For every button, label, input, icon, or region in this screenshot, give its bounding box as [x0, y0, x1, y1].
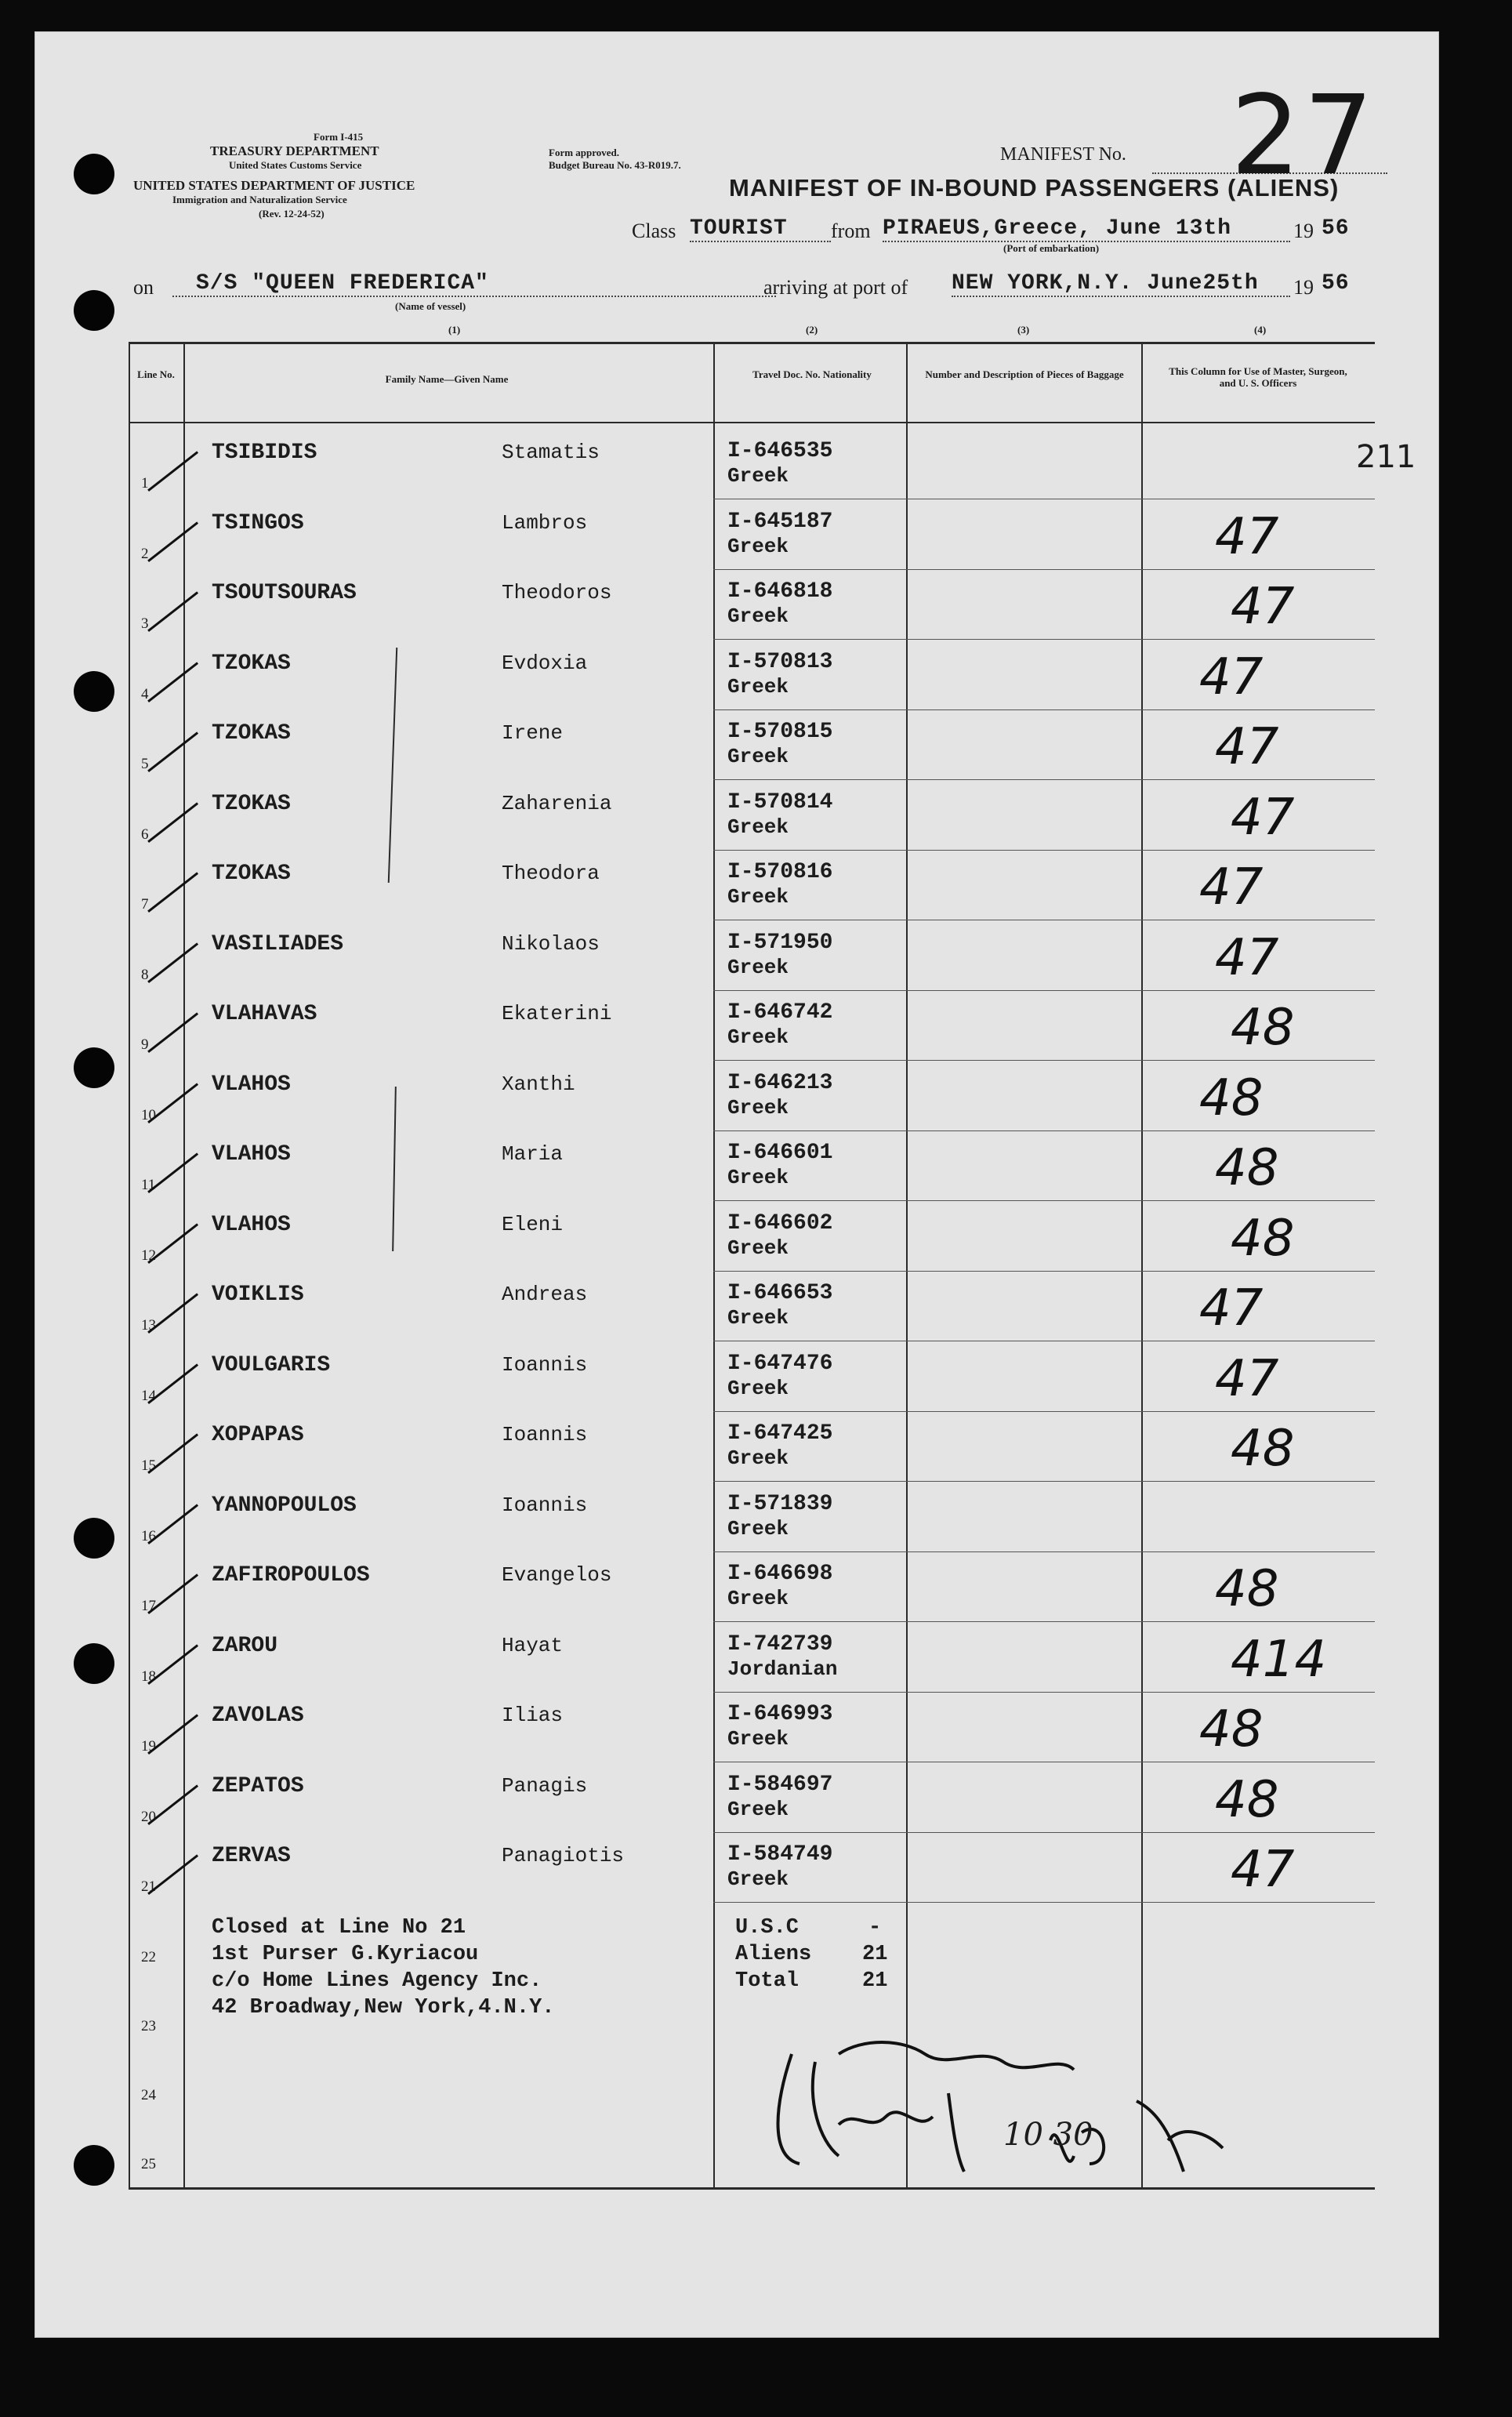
- passenger-given-name: Stamatis: [502, 441, 600, 464]
- row-divider: [713, 1411, 1375, 1412]
- manifest-number: 27: [1231, 72, 1377, 200]
- passenger-nationality: Greek: [727, 534, 789, 558]
- customs-service: United States Customs Service: [229, 159, 362, 171]
- passenger-nationality: Greek: [727, 1236, 789, 1260]
- table-header-border: [129, 422, 1375, 423]
- passenger-travel-doc: I-646535: [727, 439, 833, 463]
- passenger-nationality: Greek: [727, 1516, 789, 1541]
- officer-mark: 47: [1231, 1841, 1295, 1899]
- row-divider: [713, 639, 1375, 640]
- passenger-travel-doc: I-646653: [727, 1281, 833, 1305]
- form-number: Form I-415: [314, 131, 364, 143]
- officer-mark: 48: [1215, 1770, 1279, 1829]
- binder-hole: [74, 2145, 114, 2186]
- officer-mark: 47: [1215, 1349, 1279, 1408]
- passenger-given-name: Ioannis: [502, 1423, 588, 1446]
- binder-hole: [74, 1518, 114, 1559]
- empty-line-number: 22: [141, 1949, 156, 1965]
- passenger-travel-doc: I-647476: [727, 1351, 833, 1376]
- passenger-given-name: Maria: [502, 1142, 564, 1166]
- baggage-header: Number and Description of Pieces of Baggage: [925, 368, 1124, 380]
- arrival-port: NEW YORK,N.Y. June25th: [952, 271, 1290, 297]
- passenger-line-number: 13: [141, 1317, 156, 1334]
- passenger-nationality: Greek: [727, 604, 789, 628]
- officer-mark: 47: [1231, 788, 1295, 847]
- col1-number: (1): [448, 324, 461, 336]
- passenger-travel-doc: I-584697: [727, 1772, 833, 1797]
- passenger-nationality: Greek: [727, 1867, 789, 1891]
- col-divider-baggage: [906, 342, 908, 2189]
- passenger-travel-doc: I-570814: [727, 789, 833, 815]
- passenger-travel-doc: I-570816: [727, 860, 833, 884]
- passenger-line-number: 9: [141, 1036, 149, 1053]
- passenger-nationality: Greek: [727, 1446, 789, 1470]
- binder-hole: [74, 290, 114, 331]
- treasury-dept: TREASURY DEPARTMENT: [210, 143, 379, 158]
- binder-hole: [74, 671, 114, 712]
- passenger-nationality: Greek: [727, 745, 789, 768]
- year-prefix-2: 19: [1293, 276, 1314, 299]
- row-divider: [713, 779, 1375, 780]
- passenger-line-number: 17: [141, 1598, 156, 1614]
- passenger-line-number: 14: [141, 1387, 156, 1404]
- vessel-note: (Name of vessel): [395, 300, 466, 312]
- form-revision: (Rev. 12-24-52): [259, 208, 325, 220]
- row-divider: [713, 1832, 1375, 1833]
- passenger-family-name: ZERVAS: [212, 1844, 291, 1868]
- passenger-line-number: 15: [141, 1457, 156, 1474]
- table-left-border: [129, 342, 130, 2189]
- passenger-family-name: VLAHAVAS: [212, 1002, 317, 1026]
- passenger-family-name: VLAHOS: [212, 1072, 291, 1097]
- officers-header: This Column for Use of Master, Surgeon, and U. S. Officers: [1169, 365, 1347, 389]
- officer-mark: 48: [1215, 1139, 1279, 1197]
- aliens-value: 21: [862, 1943, 888, 1966]
- passenger-family-name: ZEPATOS: [212, 1773, 304, 1798]
- aliens-label: Aliens: [735, 1943, 812, 1966]
- on-label: on: [133, 276, 154, 299]
- col-divider-line: [183, 342, 185, 2189]
- arrival-year: 56: [1322, 271, 1350, 296]
- passenger-line-number: 16: [141, 1527, 156, 1544]
- row-divider: [713, 1902, 1375, 1903]
- passenger-given-name: Ioannis: [502, 1493, 588, 1517]
- row-divider: [713, 1130, 1375, 1131]
- officer-mark: 414: [1231, 1630, 1327, 1689]
- binder-hole: [74, 154, 114, 194]
- row-divider: [713, 1060, 1375, 1061]
- passenger-travel-doc: I-646742: [727, 1000, 833, 1025]
- row-divider: [713, 709, 1375, 710]
- officer-mark: 48: [1199, 1700, 1264, 1758]
- passenger-line-number: 12: [141, 1247, 156, 1264]
- col-divider-officers: [1141, 342, 1143, 2189]
- passenger-travel-doc: I-646602: [727, 1210, 833, 1236]
- passenger-nationality: Greek: [727, 1025, 789, 1049]
- passenger-family-name: TSIBIDIS: [212, 441, 317, 465]
- inspector-signature: [745, 2007, 1278, 2195]
- passenger-given-name: Xanthi: [502, 1072, 575, 1096]
- row-divider: [713, 850, 1375, 851]
- passenger-travel-doc: I-742739: [727, 1631, 833, 1657]
- passenger-nationality: Greek: [727, 674, 789, 699]
- passenger-given-name: Theodoros: [502, 581, 612, 604]
- binder-hole: [74, 1047, 114, 1088]
- passenger-nationality: Greek: [727, 1095, 789, 1120]
- passenger-nationality: Greek: [727, 1727, 789, 1751]
- embark-year: 56: [1322, 216, 1350, 241]
- passenger-nationality: Jordanian: [727, 1657, 838, 1681]
- passenger-family-name: VOIKLIS: [212, 1283, 304, 1307]
- officer-mark: 47: [1215, 507, 1279, 566]
- passenger-travel-doc: I-647425: [727, 1421, 833, 1446]
- closed-at-line: Closed at Line No 21: [212, 1916, 466, 1940]
- empty-line-number: 24: [141, 2087, 156, 2103]
- travel-doc-header: Travel Doc. No. Nationality: [752, 368, 872, 380]
- name-header: Family Name—Given Name: [385, 373, 509, 385]
- signature-time: 10 30: [1003, 2117, 1093, 2153]
- officer-mark: 48: [1215, 1560, 1279, 1618]
- empty-line-number: 23: [141, 2018, 156, 2034]
- passenger-travel-doc: I-646993: [727, 1702, 833, 1726]
- row-divider: [713, 1551, 1375, 1552]
- officer-mark: 48: [1231, 1209, 1295, 1268]
- from-label: from: [831, 220, 871, 242]
- manifest-number-label: MANIFEST No.: [1000, 144, 1126, 165]
- col2-number: (2): [806, 324, 818, 336]
- passenger-line-number: 20: [141, 1808, 156, 1825]
- justice-dept: UNITED STATES DEPARTMENT OF JUSTICE: [133, 178, 415, 193]
- class-label: Class: [632, 220, 676, 242]
- row-divider: [713, 569, 1375, 570]
- passenger-family-name: ZAVOLAS: [212, 1704, 304, 1728]
- passenger-given-name: Evangelos: [502, 1563, 612, 1587]
- col-divider-doc: [713, 342, 715, 2189]
- passenger-line-number: 21: [141, 1878, 156, 1895]
- row-divider: [713, 990, 1375, 991]
- passenger-family-name: VLAHOS: [212, 1142, 291, 1167]
- passenger-family-name: TZOKAS: [212, 791, 291, 816]
- passenger-travel-doc: I-570815: [727, 720, 833, 744]
- total-value: 21: [862, 1969, 888, 1993]
- passenger-line-number: 8: [141, 966, 149, 983]
- passenger-travel-doc: I-571839: [727, 1491, 833, 1516]
- passenger-family-name: ZAROU: [212, 1633, 278, 1658]
- vessel-name: S/S "QUEEN FREDERICA": [172, 271, 776, 297]
- passenger-given-name: Evdoxia: [502, 651, 588, 675]
- passenger-given-name: Panagiotis: [502, 1844, 625, 1867]
- passenger-given-name: Ioannis: [502, 1352, 588, 1377]
- officer-mark: 48: [1199, 1069, 1264, 1127]
- passenger-given-name: Nikolaos: [502, 931, 600, 956]
- arriving-label: arriving at port of: [763, 276, 908, 299]
- passenger-nationality: Greek: [727, 1797, 789, 1821]
- manifest-title: MANIFEST OF IN-BOUND PASSENGERS (ALIENS): [729, 174, 1340, 201]
- col3-number: (3): [1017, 324, 1030, 336]
- officer-mark: 47: [1215, 718, 1279, 776]
- passenger-family-name: TZOKAS: [212, 721, 291, 746]
- passenger-nationality: Greek: [727, 885, 789, 909]
- passenger-family-name: ZAFIROPOULOS: [212, 1563, 370, 1588]
- passenger-family-name: TSOUTSOURAS: [212, 581, 357, 605]
- passenger-family-name: YANNOPOULOS: [212, 1493, 357, 1518]
- row-divider: [713, 1621, 1375, 1622]
- passenger-given-name: Ekaterini: [502, 1002, 612, 1025]
- passenger-line-number: 5: [141, 756, 149, 772]
- passenger-nationality: Greek: [727, 1166, 789, 1189]
- passenger-line-number: 6: [141, 826, 149, 843]
- passenger-given-name: Eleni: [502, 1212, 564, 1236]
- usc-label: U.S.C: [735, 1916, 800, 1940]
- passenger-family-name: TSINGOS: [212, 510, 304, 535]
- passenger-line-number: 10: [141, 1106, 156, 1123]
- passenger-given-name: Panagis: [502, 1773, 588, 1798]
- passenger-travel-doc: I-646601: [727, 1141, 833, 1165]
- passenger-travel-doc: I-570813: [727, 649, 833, 674]
- passenger-nationality: Greek: [727, 815, 789, 839]
- form-approved: Form approved.: [549, 147, 620, 158]
- passenger-nationality: Greek: [727, 1306, 789, 1330]
- row-divider: [713, 1481, 1375, 1482]
- passenger-given-name: Lambros: [502, 510, 588, 535]
- passenger-nationality: Greek: [727, 1587, 789, 1610]
- table-top-border: [129, 342, 1375, 344]
- row-divider: [713, 1200, 1375, 1201]
- line-no-header: Line No.: [137, 368, 175, 380]
- passenger-line-number: 3: [141, 615, 149, 632]
- passenger-family-name: VOULGARIS: [212, 1352, 331, 1377]
- passenger-line-number: 4: [141, 685, 149, 702]
- agency-address: 42 Broadway,New York,4.N.Y.: [212, 1996, 555, 2020]
- officer-mark: 48: [1231, 1420, 1295, 1478]
- passenger-line-number: 1: [141, 475, 149, 492]
- agency-name: c/o Home Lines Agency Inc.: [212, 1969, 542, 1993]
- budget-bureau: Budget Bureau No. 43-R019.7.: [549, 159, 681, 171]
- passenger-given-name: Zaharenia: [502, 791, 612, 815]
- row-divider: [713, 1271, 1375, 1272]
- passenger-nationality: Greek: [727, 955, 789, 979]
- passenger-given-name: Andreas: [502, 1283, 588, 1306]
- passenger-family-name: XOPAPAS: [212, 1423, 304, 1447]
- passenger-travel-doc: I-646213: [727, 1070, 833, 1095]
- usc-value: -: [868, 1916, 882, 1940]
- passenger-travel-doc: I-645187: [727, 509, 833, 534]
- passenger-line-number: 2: [141, 545, 149, 562]
- passenger-nationality: Greek: [727, 464, 789, 488]
- year-prefix: 19: [1293, 220, 1314, 242]
- passenger-nationality: Greek: [727, 1376, 789, 1400]
- passenger-travel-doc: I-571950: [727, 930, 833, 955]
- passenger-given-name: Irene: [502, 721, 564, 745]
- passenger-travel-doc: I-584749: [727, 1842, 833, 1867]
- passenger-given-name: Theodora: [502, 862, 600, 885]
- passenger-line-number: 7: [141, 896, 149, 913]
- passenger-given-name: Ilias: [502, 1704, 564, 1727]
- passenger-line-number: 18: [141, 1668, 156, 1685]
- passenger-line-number: 11: [141, 1177, 156, 1193]
- col4-number: (4): [1254, 324, 1267, 336]
- passenger-family-name: VASILIADES: [212, 931, 344, 956]
- top-right-note: 211: [1356, 439, 1416, 475]
- empty-line-number: 25: [141, 2156, 156, 2172]
- officer-mark: 47: [1199, 648, 1264, 706]
- embarkation-value: PIRAEUS,Greece, June 13th: [883, 216, 1290, 242]
- passenger-family-name: TZOKAS: [212, 862, 291, 886]
- port-embarkation-note: (Port of embarkation): [1003, 242, 1100, 254]
- officer-mark: 47: [1199, 1279, 1264, 1337]
- passenger-family-name: VLAHOS: [212, 1212, 291, 1237]
- passenger-travel-doc: I-646818: [727, 579, 833, 604]
- class-value: TOURIST: [690, 216, 831, 242]
- officer-mark: 48: [1231, 999, 1295, 1057]
- purser-name: 1st Purser G.Kyriacou: [212, 1943, 479, 1966]
- passenger-family-name: TZOKAS: [212, 651, 291, 676]
- ins-service: Immigration and Naturalization Service: [172, 194, 347, 205]
- binder-hole: [74, 1643, 114, 1684]
- officer-mark: 47: [1199, 858, 1264, 916]
- passenger-travel-doc: I-646698: [727, 1562, 833, 1586]
- row-divider: [713, 1692, 1375, 1693]
- passenger-line-number: 19: [141, 1738, 156, 1755]
- officer-mark: 47: [1231, 578, 1295, 636]
- officer-mark: 47: [1215, 928, 1279, 987]
- passenger-given-name: Hayat: [502, 1633, 564, 1657]
- total-label: Total: [735, 1969, 800, 1993]
